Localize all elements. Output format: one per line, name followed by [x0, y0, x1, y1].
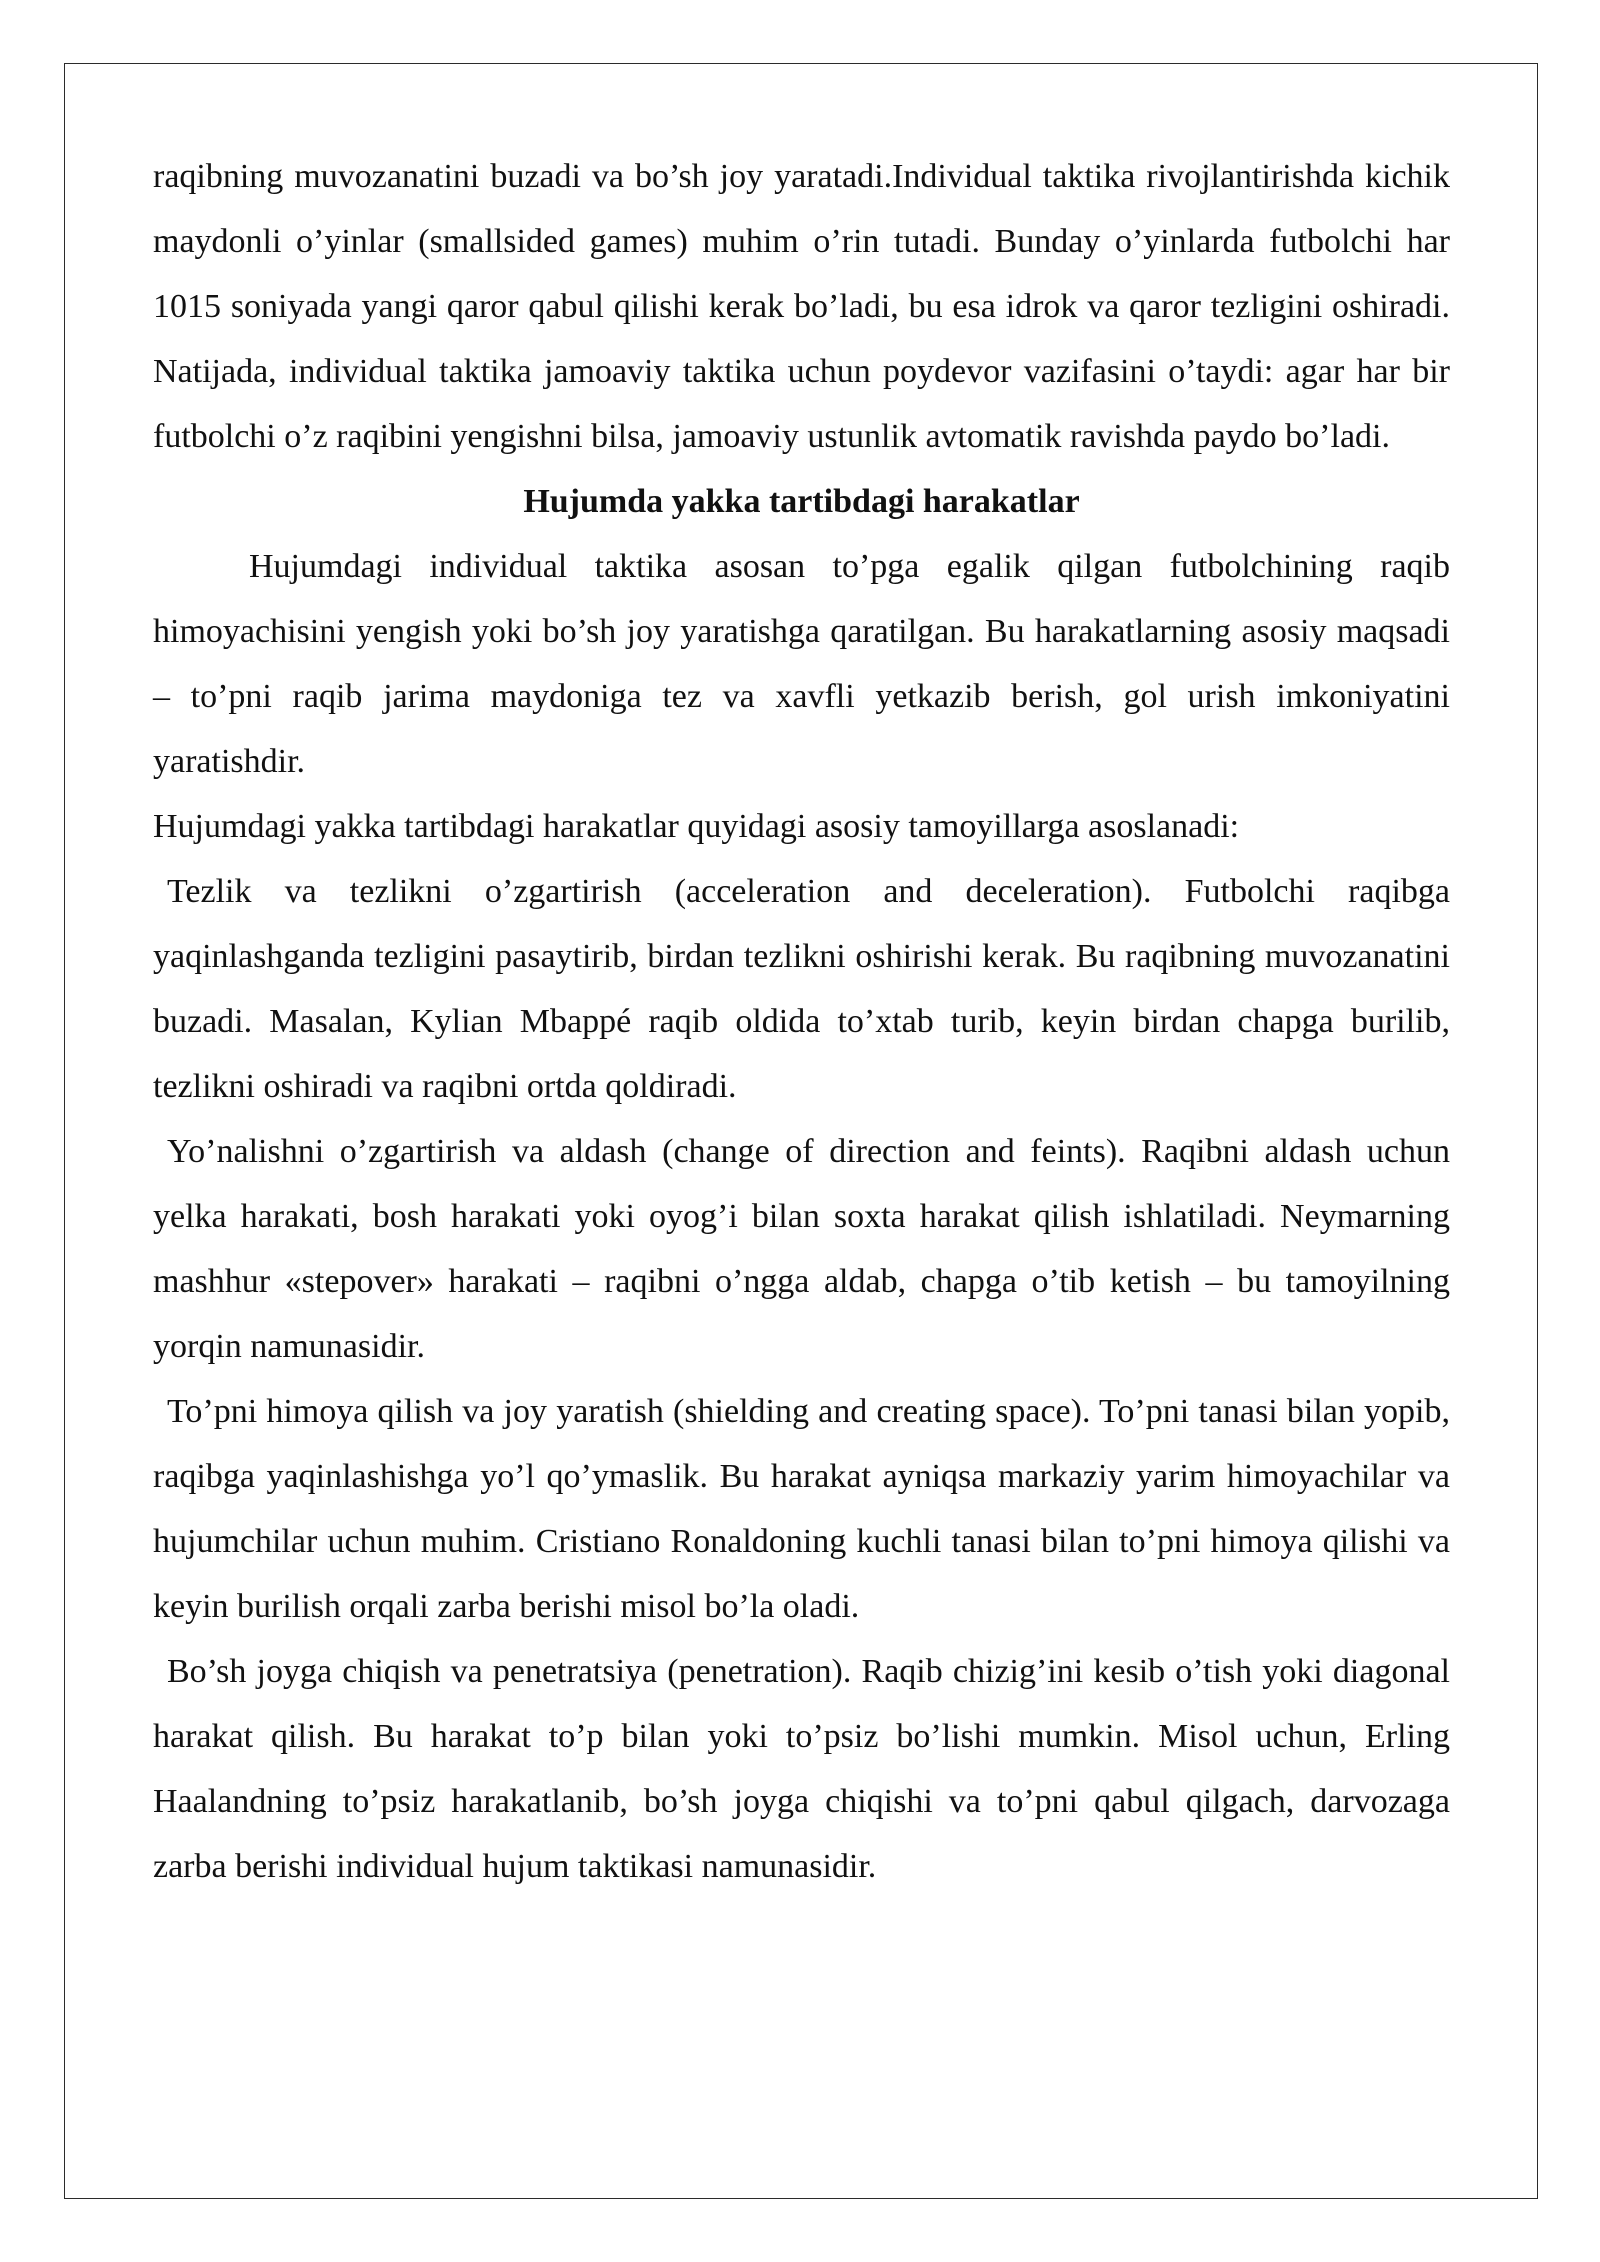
- principle-item: To’pni himoya qilish va joy yaratish (shielding and creating space). To’pni tanasi bilan yopib, raqibga yaqinlashishga yo’l qo’ymaslik. Bu harakat ayniqsa markaziy yarim himoyachilar va hujumchilar uchun muhim. Cristiano Ronaldoning kuchli tanasi bilan to’pni himoya qilishi va keyin burilish orqali zarba berishi misol bo’la oladi.: [153, 1393, 1450, 1625]
- paragraph-continuation: raqibning muvozanatini buzadi va bo’sh joy yaratadi.Individual taktika rivojlantirishda kichik maydonli o’yinlar (smallsided games) muhim o’rin tutadi. Bunday o’yinlarda futbolchi har 1015 soniyada yangi qaror qabul qilishi kerak bo’ladi, bu esa idrok va qaror tezligini oshiradi. Natijada, individual taktika jamoaviy taktika uchun poydevor vazifasini o’taydi: agar har bir futbolchi o’z raqibini yengishni bilsa, jamoaviy ustunlik avtomatik ravishda paydo bo’ladi.: [153, 158, 1450, 455]
- intro-paragraph: Hujumdagi individual taktika asosan to’pga egalik qilgan futbolchining raqib himoyachisini yengish yoki bo’sh joy yaratishga qaratilgan. Bu harakatlarning asosiy maqsadi – to’pni raqib jarima maydoniga tez va xavfli yetkazib berish, gol urish imkoniyatini yaratishdir.: [153, 548, 1450, 780]
- document-body: [153, 144, 1450, 1899]
- principle-item: Tezlik va tezlikni o’zgartirish (acceleration and deceleration). Futbolchi raqibga yaqinlashganda tezligini pasaytirib, birdan tezlikni oshirishi kerak. Bu raqibning muvozanatini buzadi. Masalan, Kylian Mbappé raqib oldida to’xtab turib, keyin birdan chapga burilib, tezlikni oshiradi va raqibni ortda qoldiradi.: [153, 873, 1450, 1105]
- principle-item: Yo’nalishni o’zgartirish va aldash (change of direction and feints). Raqibni aldash uchun yelka harakati, bosh harakati yoki oyog’i bilan soxta harakat qilish ishlatiladi. Neymarning mashhur «stepover» harakati – raqibni o’ngga aldab, chapga o’tib ketish – bu tamoyilning yorqin namunasidir.: [153, 1133, 1450, 1365]
- principles-lead: Hujumdagi yakka tartibdagi harakatlar quyidagi asosiy tamoyillarga asoslanadi:: [153, 808, 1240, 845]
- principle-item: Bo’sh joyga chiqish va penetratsiya (penetration). Raqib chizig’ini kesib o’tish yoki diagonal harakat qilish. Bu harakat to’p bilan yoki to’psiz bo’lishi mumkin. Misol uchun, Erling Haalandning to’psiz harakatlanib, bo’sh joyga chiqishi va to’pni qabul qilgach, darvozaga zarba berishi individual hujum taktikasi namunasidir.: [153, 1653, 1450, 1885]
- section-heading: Hujumda yakka tartibdagi harakatlar: [523, 483, 1080, 520]
